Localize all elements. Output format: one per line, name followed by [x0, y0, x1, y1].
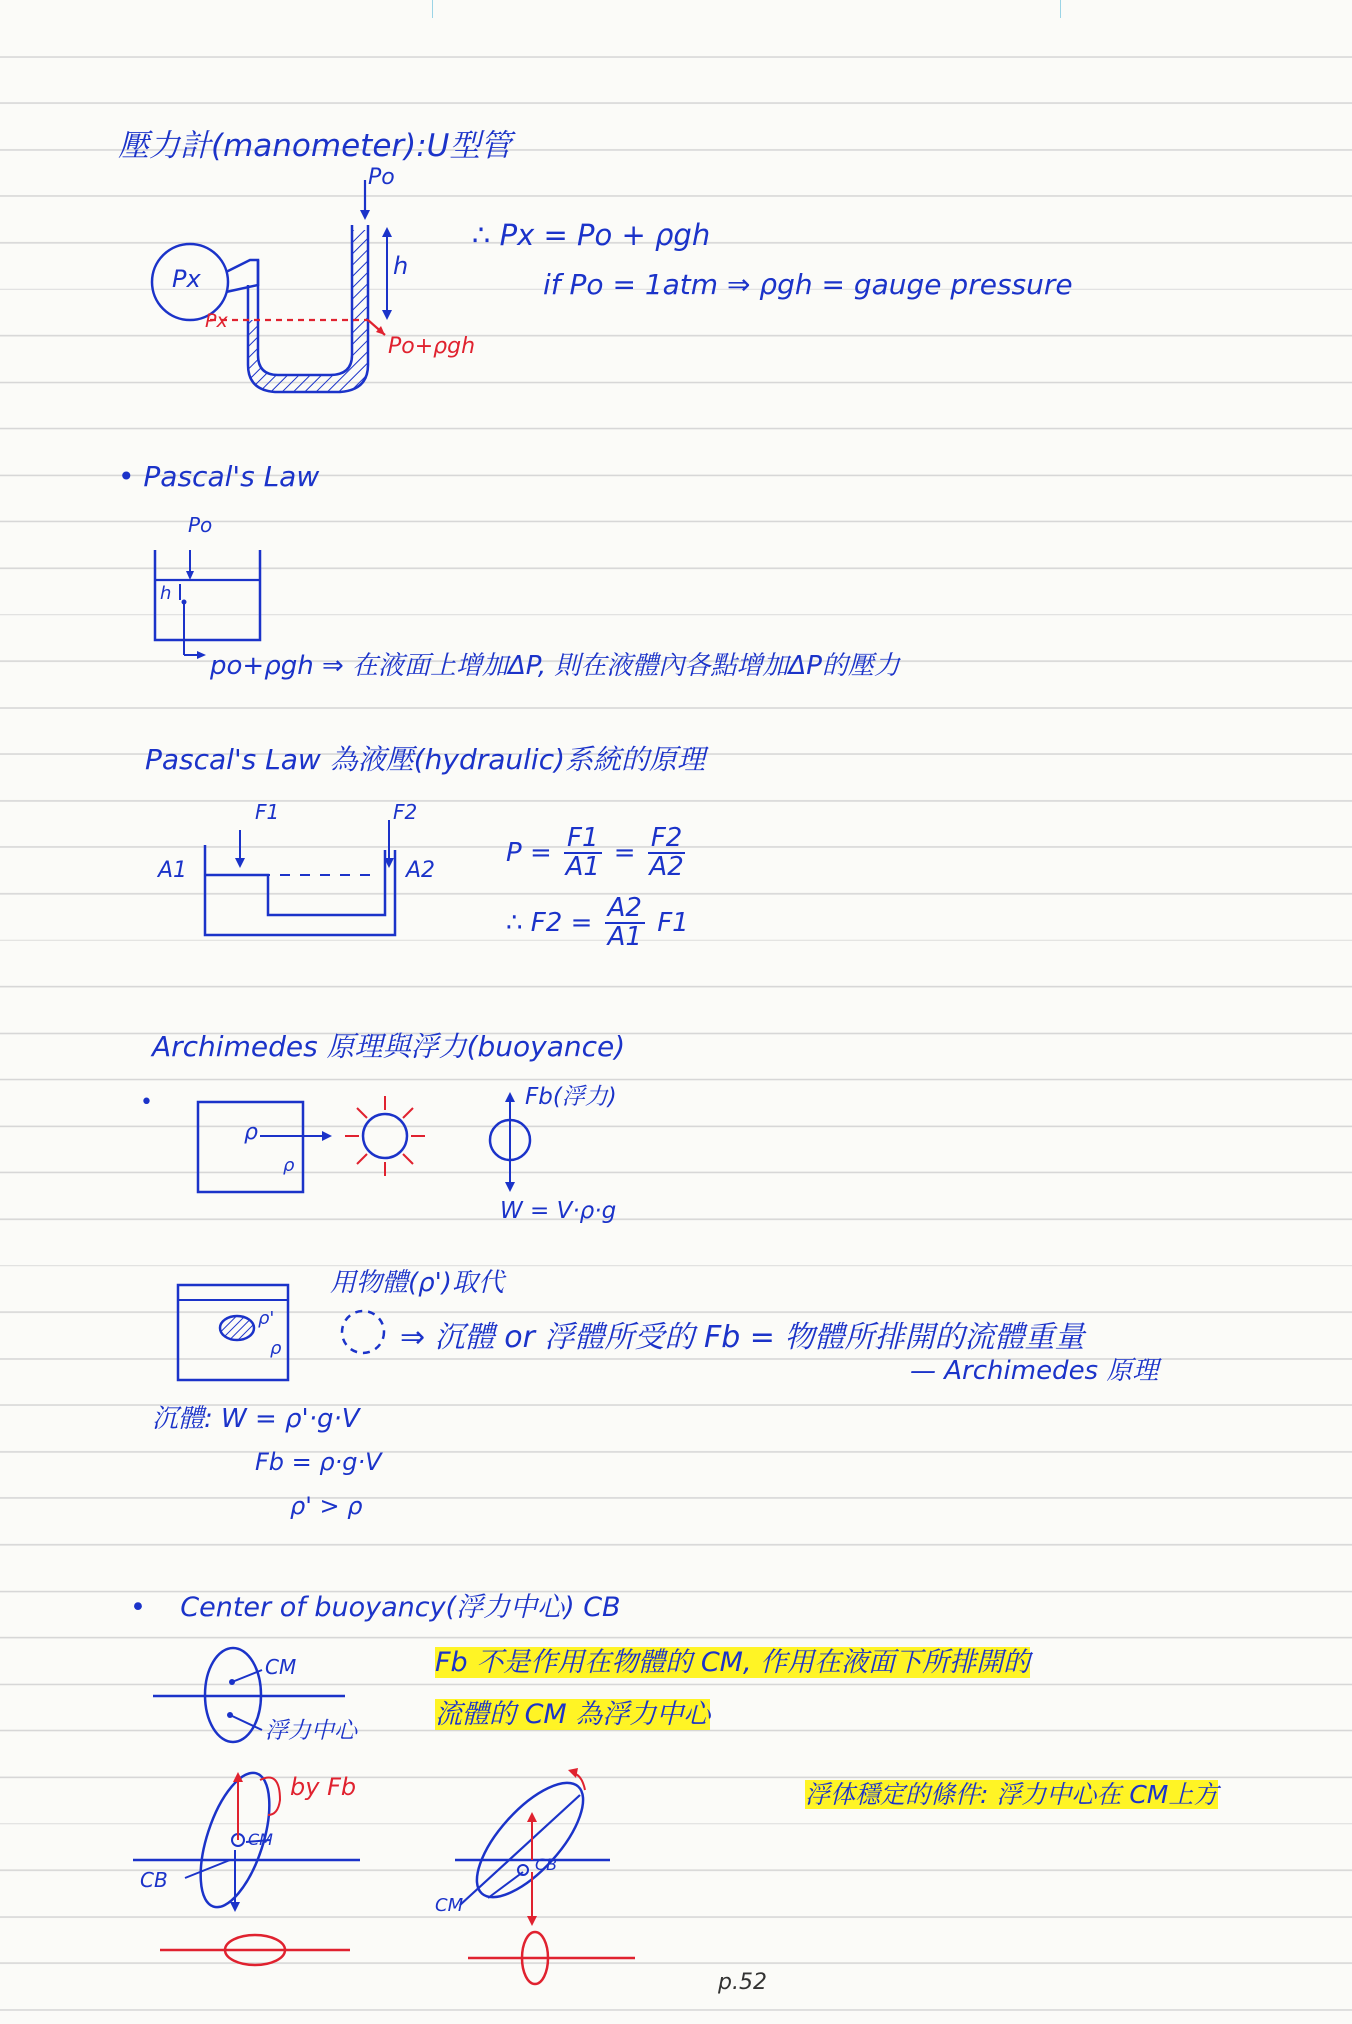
manometer-heading: 壓力計(manometer):U型管 [118, 128, 512, 164]
pascal-heading: • Pascal's Law [118, 460, 320, 493]
eq-equals: = [613, 837, 636, 868]
archimedes-attribution: — Archimedes 原理 [910, 1356, 1159, 1386]
highlight-stability: 浮体穩定的條件: 浮力中心在 CM上方 [805, 1780, 1219, 1809]
frac-num: A2 [605, 895, 645, 924]
label-cm: CM [265, 1655, 297, 1679]
tilted-bodies-diagram [130, 1760, 690, 1980]
label-f1: F1 [255, 800, 280, 824]
stability-condition [805, 1775, 1218, 1811]
label-a1: A1 [158, 858, 188, 883]
highlight-note-1: Fb 不是作用在物體的 CM, 作用在液面下所排開的 [435, 1647, 1031, 1678]
label-by-fb: by Fb [290, 1773, 357, 1801]
hydraulic-heading: Pascal's Law 為液壓(hydraulic)系統的原理 [145, 743, 706, 776]
label-rho-small: ρ [270, 1338, 282, 1359]
label-buoyant-force: Fb(浮力) [525, 1084, 617, 1110]
label-cb-right: CB [535, 1855, 558, 1874]
margin-mark [432, 0, 433, 18]
label-h: h [393, 252, 409, 280]
label-buoyancy-center: 浮力中心 [265, 1718, 357, 1744]
sinking-buoyant-force: Fb = ρ·g·V [255, 1448, 382, 1476]
replace-caption: 用物體(ρ')取代 [330, 1268, 504, 1298]
pascal-heading-text: Pascal's Law [143, 460, 320, 493]
frac-den: A1 [607, 922, 642, 953]
label-cm-right: CM [435, 1895, 464, 1916]
margin-mark [1060, 0, 1061, 18]
bullet-dot: • [140, 1090, 153, 1115]
label-px-red: Px [205, 310, 228, 332]
eq2-f1: F1 [657, 907, 689, 938]
pascal-label-h: h [160, 583, 172, 604]
force-ratio-equation [506, 895, 689, 952]
archimedes-principle: ⇒ 沉體 or 浮體所受的 Fb = 物體所排開的流體重量 [400, 1320, 1085, 1355]
label-rho-corner: ρ [283, 1155, 295, 1176]
label-cb-left: CB [140, 1868, 168, 1892]
density-comparison: ρ' > ρ [290, 1492, 363, 1520]
highlight-note-2: 流體的 CM 為浮力中心 [435, 1699, 711, 1730]
pascal-statement: po+ρgh ⇒ 在液面上增加ΔP, 則在液體內各點增加ΔP的壓力 [210, 651, 900, 681]
manometer-equation: ∴ Px = Po + ρgh [472, 218, 711, 252]
label-cm-left: CM [248, 1830, 273, 1849]
buoyancy-center-heading: • Center of buoyancy(浮力中心) CB [130, 1592, 621, 1623]
eq2-lhs: ∴ F2 = [506, 907, 593, 938]
label-px-bulb: Px [172, 265, 201, 293]
label-weight: W = V·ρ·g [500, 1198, 617, 1224]
label-rho-prime: ρ' [258, 1308, 275, 1329]
hydraulic-diagram [200, 810, 410, 940]
gauge-pressure-note: if Po = 1atm ⇒ ρgh = gauge pressure [543, 268, 1073, 301]
pascal-label-po: Po [188, 513, 213, 537]
page-number: p.52 [718, 1970, 767, 1995]
frac-den: A2 [649, 852, 684, 883]
buoyancy-center-heading-text: Center of buoyancy(浮力中心) CB [180, 1592, 621, 1623]
frac-num: F1 [564, 825, 602, 854]
frac-den: A1 [565, 852, 600, 883]
buoyancy-note-line1 [435, 1640, 1030, 1679]
frac-num: F2 [648, 825, 686, 854]
label-po: Po [368, 165, 395, 190]
label-a2: A2 [406, 858, 436, 883]
buoyancy-note-line2 [435, 1692, 710, 1731]
fraction-f1-a1 [564, 825, 602, 882]
pressure-equation [506, 825, 689, 882]
label-f2: F2 [393, 800, 418, 824]
fraction-f2-a2 [648, 825, 686, 882]
label-rho-fluid: ρ [244, 1120, 258, 1145]
archimedes-heading: Archimedes 原理與浮力(buoyance) [152, 1030, 626, 1063]
fraction-a2-a1 [605, 895, 645, 952]
eq-p-lhs: P = [506, 837, 552, 868]
sinking-weight: 沉體: W = ρ'·g·V [152, 1404, 360, 1434]
label-po-plus-rgh: Po+ρgh [388, 334, 476, 359]
